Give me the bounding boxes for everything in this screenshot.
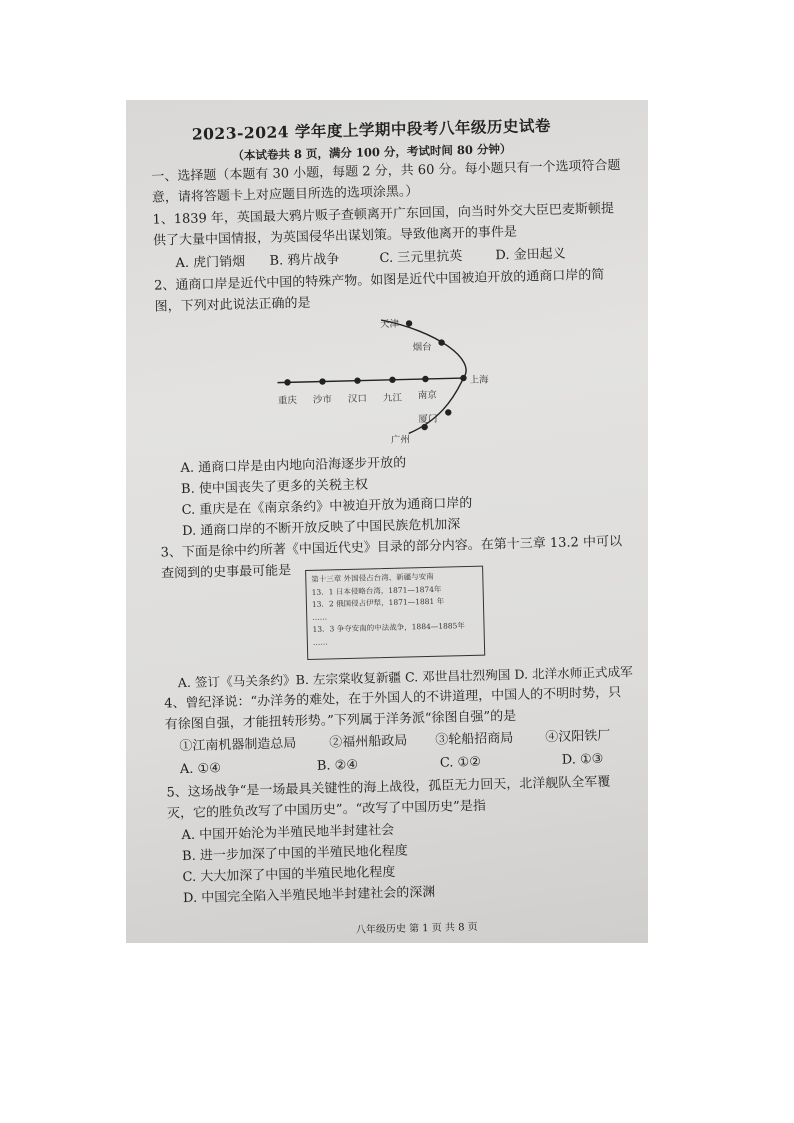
city-label-xiamen: 厦门 [418, 413, 438, 426]
q4-item-4: ④汉阳铁厂 [545, 728, 611, 746]
port-dot-nanjing [422, 376, 429, 383]
q2-option-d: D. 通商口岸的不断开放反映了中国民族危机加深 [181, 517, 461, 539]
toc-ellipsis: …… [312, 611, 328, 622]
exam-sheet [136, 106, 648, 938]
q1-option-c: C. 三元里抗英 [379, 249, 463, 267]
q5-stem-line2: 灭，它的胜负改写了中国历史”。“改写了中国历史”是指 [166, 798, 487, 822]
section-instruction-line1: 一、选择题（本题有 30 小题，每题 2 分，共 60 分。每小题只有一个选项符合题 [151, 158, 621, 185]
toc-entry: 13．1 日本侵略台湾，1871—1874年 [311, 584, 442, 597]
q5-option-a: A. 中国开始沦为半殖民地半封建社会 [181, 822, 395, 844]
q4-stem-line1: 4、曾纪泽说：“办洋务的难处，在于外国人的不讲道理，中国人的不明时势，只 [164, 685, 622, 712]
toc-entry: 13．3 争夺安南的中法战争，1884—1885年 [312, 621, 465, 634]
port-dot-chongqing [284, 379, 291, 386]
q4-option-b: B. ②④ [316, 757, 359, 774]
exam-title: 2023-2024 学年度上学期中段考八年级历史试卷 [191, 115, 552, 144]
q3-stem-line1: 3、下面是徐中约所著《中国近代史》目录的部分内容。在第十三章 13.2 中可以 [160, 534, 623, 561]
q2-stem-line1: 2、通商口岸是近代中国的特殊产物。如图是近代中国被迫开放的通商口岸的简 [153, 267, 605, 294]
q2-option-c: C. 重庆是在《南京条约》中被迫开放为通商口岸的 [181, 495, 473, 519]
city-label-tianjin: 天津 [379, 318, 400, 331]
q4-item-2: ②福州船政局 [329, 733, 408, 751]
toc-chapter-title: 第十三章 外国侵占台湾、新疆与安南 [311, 571, 434, 584]
port-dot-hankou [354, 377, 361, 384]
page-footer: 八年级历史 第 1 页 共 8 页 [355, 921, 478, 936]
table-of-contents-box [305, 566, 485, 660]
q4-option-c: C. ①② [439, 754, 482, 771]
q4-stem-line2: 有徐图自强，才能扭转形势。”下列属于洋务派“徐图自强”的是 [164, 708, 517, 733]
exam-photo [126, 100, 648, 943]
port-dot-tianjin [406, 320, 413, 327]
yangtze-route-line [278, 378, 464, 383]
port-dot-xiamen [445, 409, 452, 416]
q2-option-a: A. 通商口岸是由内地向沿海逐步开放的 [180, 455, 407, 477]
q5-stem-line1: 5、这场战争“是一场最具关键性的海上战役，孤臣无力回天，北洋舰队全军覆 [166, 774, 611, 801]
q3-stem-line2: 查阅到的史事最可能是 [160, 563, 292, 582]
toc-ellipsis: …… [312, 636, 328, 647]
q4-item-1: ①江南机器制造总局 [179, 736, 297, 755]
q2-option-b: B. 使中国丧失了更多的关税主权 [180, 477, 369, 498]
city-label-hankou: 汉口 [347, 393, 368, 405]
q3-options: A. 签订《马关条约》B. 左宗棠收复新疆 C. 邓世昌壮烈殉国 D. 北洋水师正式成军 [177, 664, 633, 691]
section-instruction-line2: 意，请将答题卡上对应题目所选的选项涂黑。） [151, 184, 419, 206]
city-label-guangzhou: 广州 [390, 434, 411, 446]
q2-stem-line2: 图，下列对此说法正确的是 [154, 295, 311, 315]
port-dot-jiujiang [389, 377, 396, 384]
q1-stem-line2: 供了大量中国情报，为英国侵华出谋划策。导致他离开的事件是 [152, 224, 518, 249]
treaty-ports-map [276, 299, 499, 448]
q1-stem-line1: 1、1839 年，英国最大鸦片贩子查顿离开广东回国，向当时外交大臣巴麦斯顿提 [152, 201, 615, 228]
city-label-chongqing: 重庆 [277, 395, 298, 407]
toc-entry: 13．2 俄国侵占伊犁，1871—1881 年 [311, 596, 445, 609]
city-label-shashi: 沙市 [312, 394, 333, 406]
q4-option-d: D. ①③ [561, 751, 604, 768]
city-label-nanjing: 南京 [417, 389, 438, 402]
q5-option-b: B. 进一步加深了中国的半殖民地化程度 [181, 843, 409, 865]
city-label-jiujiang: 九江 [382, 392, 403, 405]
q1-option-a: A. 虎门销烟 [175, 254, 246, 272]
q4-option-a: A. ①④ [179, 761, 222, 778]
q4-item-3: ③轮船招商局 [435, 730, 514, 748]
q1-option-d: D. 金田起义 [495, 246, 566, 264]
city-label-yantai: 烟台 [412, 341, 432, 354]
q5-option-d: D. 中国完全陷入半殖民地半封建社会的深渊 [182, 884, 436, 907]
city-label-shanghai: 上海 [469, 374, 489, 386]
exam-subtitle: （本试卷共 8 页，满分 100 分，考试时间 80 分钟） [232, 141, 512, 163]
port-dot-shashi [319, 378, 326, 385]
q1-option-b: B. 鸦片战争 [269, 252, 340, 269]
q5-option-c: C. 大大加深了中国的半殖民地化程度 [182, 864, 396, 886]
port-dot-shanghai [460, 375, 467, 382]
